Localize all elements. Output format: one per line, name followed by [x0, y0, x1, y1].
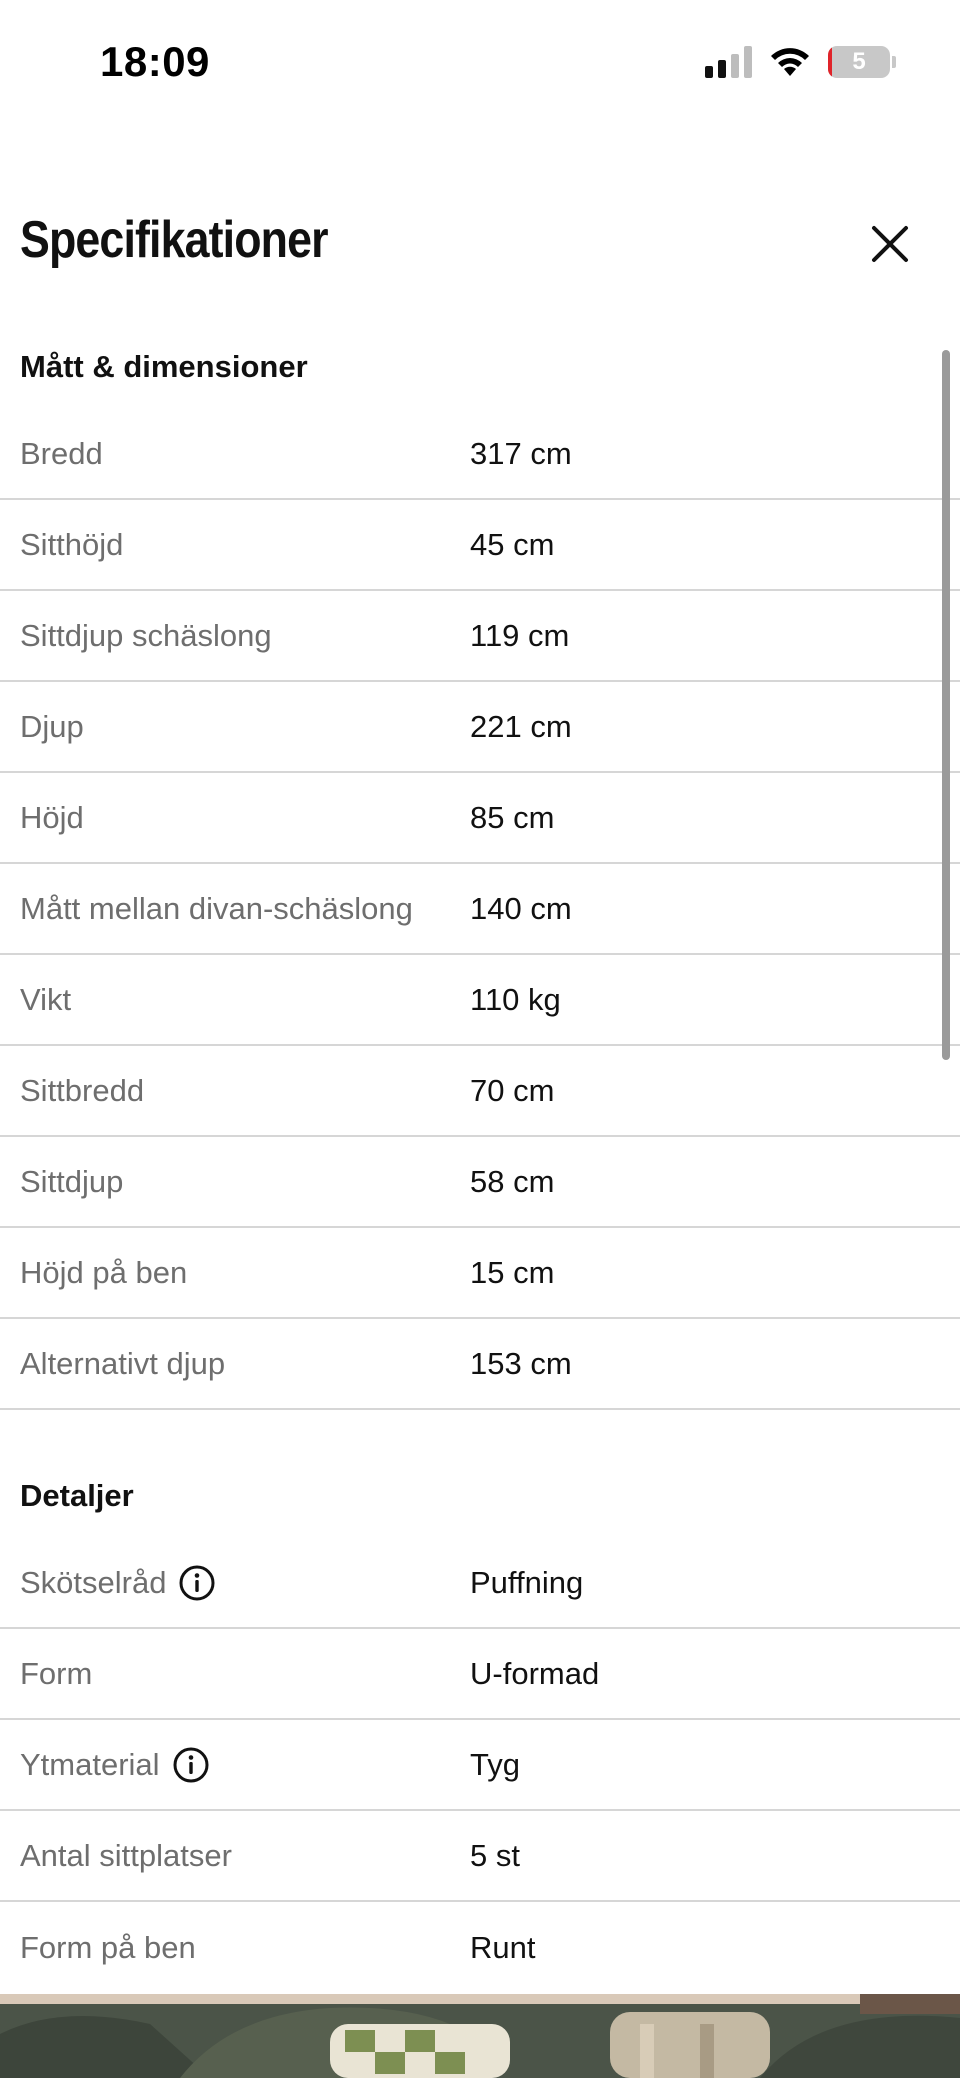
spec-label-text: Höjd — [20, 799, 84, 835]
spec-label — [0, 1073, 470, 1109]
spec-label — [0, 1564, 470, 1602]
spec-value: 221 cm — [470, 708, 572, 744]
spec-value: Runt — [470, 1929, 536, 1965]
battery-fill — [828, 46, 832, 78]
spec-label-text: Alternativt djup — [20, 1345, 226, 1381]
scrollbar[interactable] — [942, 350, 950, 1060]
spec-row — [0, 1046, 960, 1137]
spec-label-text: Form på ben — [20, 1929, 196, 1965]
battery-level: 5 — [852, 48, 866, 75]
spec-value: 70 cm — [470, 1072, 555, 1108]
info-icon[interactable] — [172, 1746, 210, 1784]
spec-row — [0, 591, 960, 682]
section-heading-details: Detaljer — [20, 1478, 134, 1513]
spec-label-text: Sittdjup schäslong — [20, 617, 272, 653]
spec-label-text: Djup — [20, 708, 84, 744]
spec-value: 45 cm — [470, 526, 555, 562]
spec-label — [0, 527, 470, 563]
spec-value: 140 cm — [470, 890, 572, 926]
spec-row — [0, 1720, 960, 1811]
spec-label-text: Antal sittplatser — [20, 1837, 232, 1873]
spec-label-text: Sittbredd — [20, 1072, 145, 1108]
dimensions-section — [0, 325, 960, 1410]
spec-label — [0, 1656, 470, 1692]
spec-row — [0, 773, 960, 864]
spec-row — [0, 864, 960, 955]
spec-row — [0, 1137, 960, 1228]
spec-value: 119 cm — [470, 617, 570, 653]
spec-label-text: Skötselråd — [20, 1564, 167, 1600]
spec-label — [0, 1838, 470, 1874]
spec-row — [0, 1811, 960, 1902]
spec-label-text: Mått mellan divan-schäslong — [20, 890, 413, 926]
spec-label-text: Ytmaterial — [20, 1746, 160, 1782]
status-time: 18:09 — [100, 38, 210, 85]
status-icons — [705, 46, 896, 78]
info-icon[interactable] — [178, 1564, 216, 1602]
spec-label-text: Vikt — [20, 981, 72, 1017]
spec-value: 5 st — [470, 1837, 520, 1873]
spec-label — [0, 618, 470, 654]
spec-value: U-formad — [470, 1655, 600, 1691]
spec-row — [0, 500, 960, 591]
spec-label-text: Sitthöjd — [20, 526, 124, 562]
cellular-signal-icon — [705, 46, 752, 78]
spec-row — [0, 1228, 960, 1319]
spec-label — [0, 982, 470, 1018]
spec-value: 85 cm — [470, 799, 555, 835]
section-heading-dimensions: Mått & dimensioner — [20, 349, 308, 384]
product-image — [0, 1994, 960, 2078]
close-icon[interactable] — [866, 220, 914, 268]
spec-label-text: Sittdjup — [20, 1163, 124, 1199]
spec-label — [0, 709, 470, 745]
spec-label — [0, 1255, 470, 1291]
spec-row — [0, 1902, 960, 1993]
spec-value: Tyg — [470, 1746, 520, 1782]
battery-nub — [892, 56, 896, 68]
spec-value: 15 cm — [470, 1254, 555, 1290]
spec-label-text: Bredd — [20, 435, 103, 471]
spec-row — [0, 409, 960, 500]
spec-label-text: Form — [20, 1655, 93, 1691]
spec-row — [0, 682, 960, 773]
battery-icon — [828, 46, 890, 78]
spec-row — [0, 1629, 960, 1720]
status-bar — [0, 0, 960, 130]
details-section — [0, 1454, 960, 1993]
wifi-icon — [768, 46, 812, 78]
spec-row — [0, 1538, 960, 1629]
spec-value: 110 kg — [470, 981, 561, 1017]
details-list — [0, 1538, 960, 1993]
spec-value: 58 cm — [470, 1163, 555, 1199]
spec-label — [0, 1930, 470, 1966]
spec-label — [0, 891, 470, 927]
dimensions-list — [0, 409, 960, 1410]
spec-value: 153 cm — [470, 1345, 572, 1381]
spec-label — [0, 1346, 470, 1382]
spec-row — [0, 955, 960, 1046]
spec-label — [0, 800, 470, 836]
page-title: Specifikationer — [20, 211, 328, 269]
spec-label — [0, 436, 470, 472]
spec-label — [0, 1746, 470, 1784]
spec-label — [0, 1164, 470, 1200]
spec-value: 317 cm — [470, 435, 572, 471]
spec-row — [0, 1319, 960, 1410]
spec-label-text: Höjd på ben — [20, 1254, 188, 1290]
spec-value: Puffning — [470, 1564, 584, 1600]
